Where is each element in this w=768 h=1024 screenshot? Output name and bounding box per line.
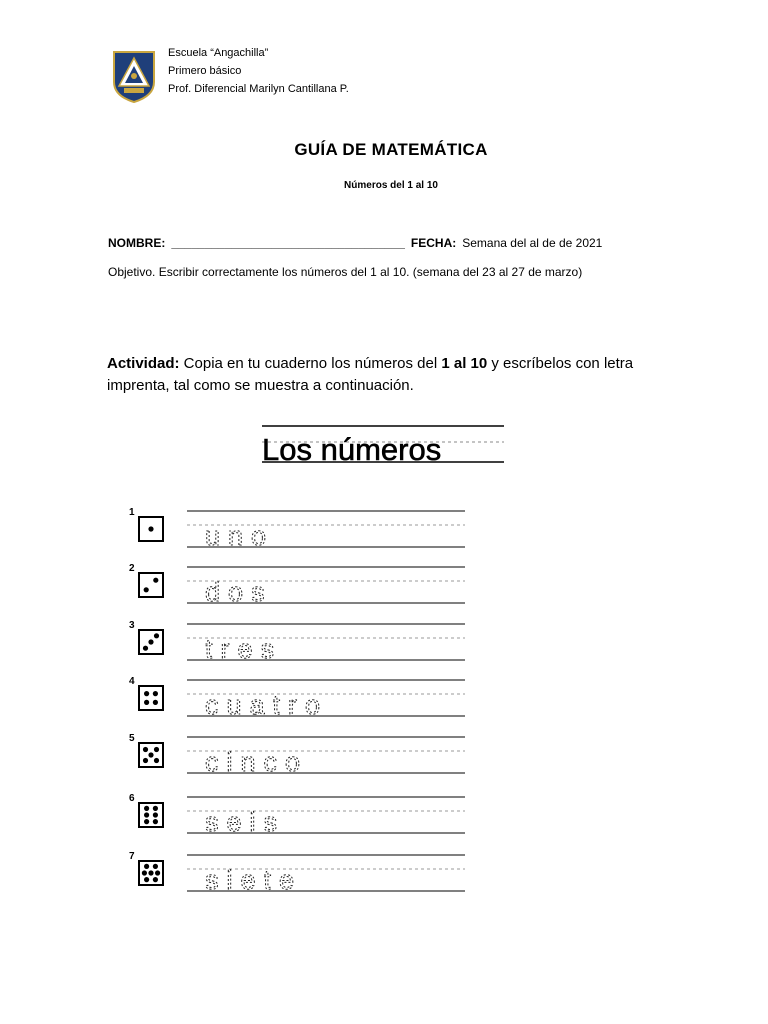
activity-text-a: Copia en tu cuaderno los números del: [179, 355, 442, 372]
number-label: 3: [129, 620, 135, 631]
dice-dot: [153, 691, 158, 696]
teacher-name: Prof. Diferencial Marilyn Cantillana P.: [168, 83, 349, 95]
number-label: 1: [129, 507, 135, 518]
dice-dot: [153, 877, 158, 882]
dice-dot: [144, 806, 149, 811]
dice-dots: [140, 804, 162, 826]
writing-lines: [187, 733, 465, 777]
number-label: 4: [129, 676, 135, 687]
dice-dots: [140, 631, 162, 653]
dice-box: [138, 742, 164, 768]
dice-dot: [148, 639, 153, 644]
number-label: 6: [129, 793, 135, 804]
traceable-word: siete: [205, 865, 303, 895]
writing-lines: [187, 851, 465, 895]
dice-box: [138, 516, 164, 542]
page-subtitle: Números del 1 al 10: [344, 180, 438, 191]
dice-dot: [153, 819, 158, 824]
activity-range: 1 al 10: [441, 355, 488, 372]
school-name: Escuela “Angachilla”: [168, 47, 269, 59]
dice-dot: [144, 700, 149, 705]
traceable-word: seis: [205, 807, 286, 837]
objective-text: Objetivo. Escribir correctamente los números del 1 al 10. (semana del 23 al 27 de marzo): [108, 265, 583, 279]
dice-dot: [144, 864, 149, 869]
activity-text-b: y escríbelos con letra imprenta, tal como se muestra a continuación.: [107, 355, 634, 394]
dice-dot: [154, 747, 159, 752]
worksheet-title-text: Los números: [262, 432, 442, 467]
dice-dot: [144, 587, 149, 592]
nombre-blank[interactable]: ___________________________________: [171, 236, 405, 250]
dice-dot: [144, 691, 149, 696]
traceable-word: dos: [205, 577, 273, 607]
dice-dot: [143, 758, 148, 763]
dice-dot: [144, 812, 149, 817]
writing-lines: [187, 563, 465, 607]
dice-dot: [144, 819, 149, 824]
dice-dot: [153, 864, 158, 869]
writing-lines: [187, 620, 465, 664]
number-label: 2: [129, 563, 135, 574]
dice-dots: [140, 518, 162, 540]
number-row: [125, 733, 475, 783]
dice-dots: [140, 574, 162, 596]
fecha-text: Semana del al de de 2021: [462, 236, 603, 250]
number-row: [125, 563, 475, 613]
fecha-label: FECHA:: [410, 236, 457, 250]
dice-dot: [153, 806, 158, 811]
traceable-word: cinco: [205, 747, 309, 777]
dice-dot: [143, 747, 148, 752]
activity-label: Actividad:: [107, 355, 180, 372]
dice-dot: [153, 578, 158, 583]
dice-box: [138, 802, 164, 828]
dice-dot: [153, 700, 158, 705]
dice-dot: [144, 877, 149, 882]
name-date-row: [108, 236, 602, 250]
number-row: [125, 507, 475, 557]
dice-dots: [140, 744, 162, 766]
nombre-label: NOMBRE:: [108, 236, 166, 250]
dice-dot: [154, 633, 159, 638]
dice-box: [138, 629, 164, 655]
worksheet-title: [258, 420, 514, 470]
dice-dot: [142, 870, 147, 875]
dice-dot: [155, 870, 160, 875]
dice-box: [138, 685, 164, 711]
dice-box: [138, 860, 164, 886]
dice-dots: [140, 687, 162, 709]
writing-lines: [187, 507, 465, 551]
dice-dot: [148, 752, 153, 757]
traceable-word: cuatro: [205, 690, 329, 720]
dice-dot: [153, 812, 158, 817]
dice-dot: [148, 870, 153, 875]
number-label: 7: [129, 851, 135, 862]
traceable-word: uno: [205, 521, 275, 551]
writing-lines: [187, 793, 465, 837]
activity-paragraph: [107, 353, 697, 397]
writing-lines: [187, 676, 465, 720]
number-row: [125, 793, 475, 843]
dice-dot: [143, 646, 148, 651]
dice-dots: [140, 862, 162, 884]
number-label: 5: [129, 733, 135, 744]
dice-box: [138, 572, 164, 598]
traceable-word: tres: [205, 634, 283, 664]
school-logo: [110, 48, 158, 104]
number-row: [125, 620, 475, 670]
page-title: GUÍA DE MATEMÁTICA: [294, 140, 488, 159]
grade: Primero básico: [168, 65, 242, 77]
number-row: [125, 851, 475, 901]
number-row: [125, 676, 475, 726]
dice-dot: [148, 526, 153, 531]
dice-dot: [154, 758, 159, 763]
